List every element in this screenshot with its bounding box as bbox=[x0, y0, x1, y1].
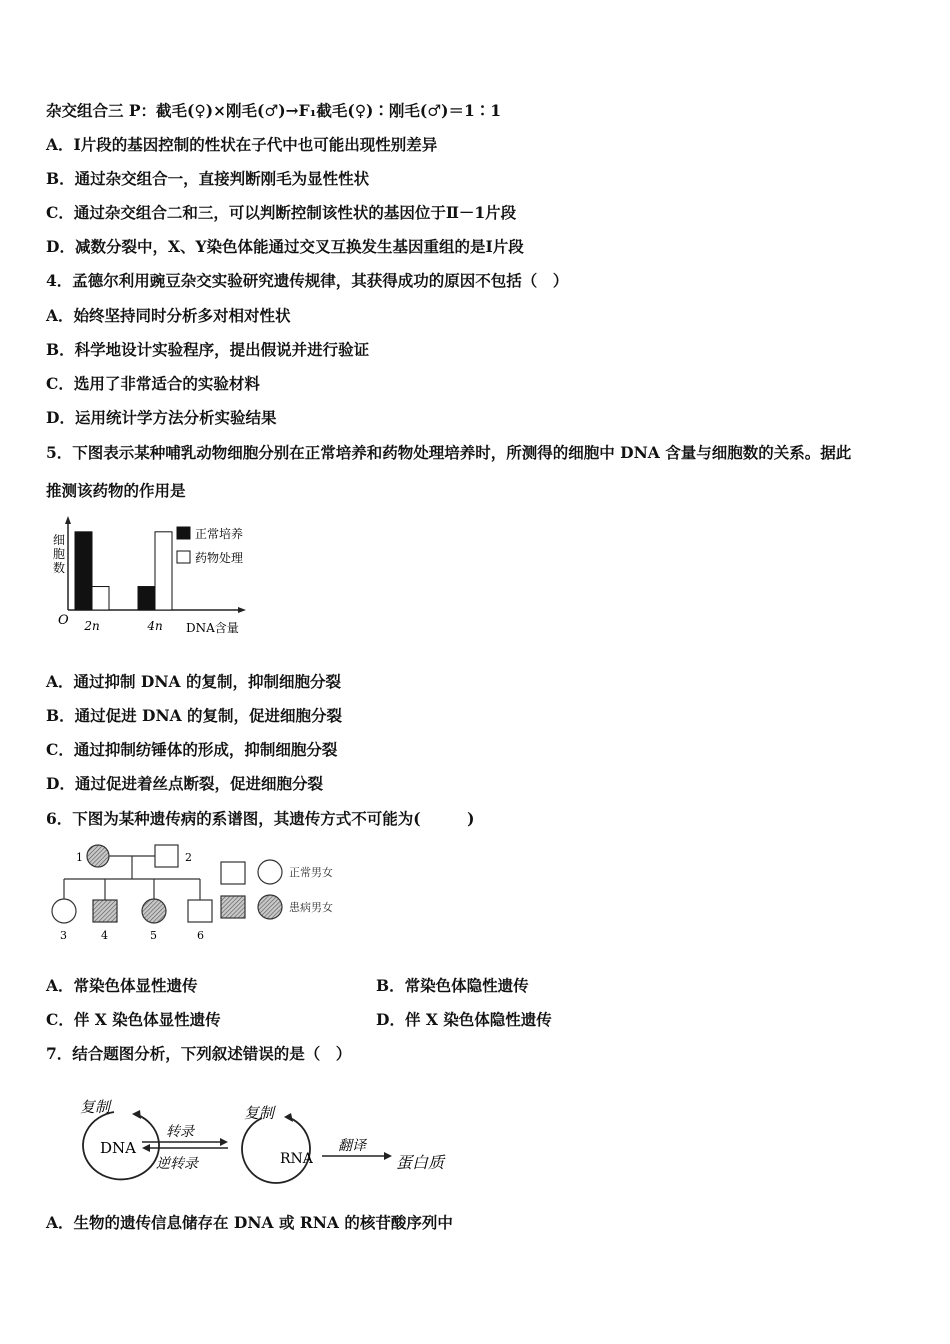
q5-option-a: A．通过抑制 DNA 的复制，抑制细胞分裂 bbox=[46, 672, 341, 691]
x-axis-label: DNA含量 bbox=[186, 621, 239, 635]
q4-option-d: D．运用统计学方法分析实验结果 bbox=[46, 408, 277, 427]
protein-label: 蛋白质 bbox=[396, 1153, 445, 1172]
q6-option-a: A．常染色体显性遗传 bbox=[46, 976, 198, 995]
q4-option-c: C．选用了非常适合的实验材料 bbox=[46, 374, 260, 393]
individual-1-affected-female bbox=[87, 845, 109, 867]
q3-option-c: C．通过杂交组合二和三，可以判断控制该性状的基因位于Ⅱ－1片段 bbox=[46, 203, 517, 222]
pedigree-diagram bbox=[46, 838, 346, 948]
q3-option-b: B．通过杂交组合一，直接判断刚毛为显性性状 bbox=[46, 169, 370, 188]
q3-option-a: A．Ⅰ片段的基因控制的性状在子代中也可能出现性别差异 bbox=[46, 135, 438, 154]
y-label-char: 数 bbox=[53, 561, 66, 575]
label-6: 6 bbox=[197, 929, 204, 942]
translation-arrowhead bbox=[384, 1152, 392, 1160]
translation-label: 翻译 bbox=[338, 1138, 366, 1154]
legend-normal-female bbox=[258, 860, 282, 884]
label-4: 4 bbox=[101, 929, 108, 942]
dna-content-bar-chart bbox=[46, 512, 261, 640]
dna-label: DNA bbox=[100, 1139, 136, 1157]
reverse-transcription-label: 逆转录 bbox=[156, 1156, 198, 1172]
legend-label-drug: 药物处理 bbox=[195, 551, 244, 565]
legend-normal-label: 正常男女 bbox=[289, 866, 333, 879]
legend-swatch-normal bbox=[177, 527, 190, 539]
y-label-char: 胞 bbox=[53, 547, 66, 561]
q6-option-c: C．伴 X 染色体显性遗传 bbox=[46, 1010, 221, 1029]
bar-2n-drug bbox=[92, 587, 109, 610]
label-3: 3 bbox=[60, 929, 67, 942]
rna-replication-label: 复制 bbox=[244, 1104, 275, 1122]
label-2: 2 bbox=[185, 851, 192, 864]
question-5-stem: 5．下图表示某种哺乳动物细胞分别在正常培养和药物处理培养时，所测得的细胞中 DNA 含量与细胞数的关系。据此 bbox=[46, 443, 852, 462]
individual-5-affected-female bbox=[142, 899, 166, 923]
legend-label-normal: 正常培养 bbox=[195, 527, 244, 541]
q5-option-d: D．通过促进着丝点断裂，促进细胞分裂 bbox=[46, 774, 323, 793]
individual-2-normal-male bbox=[155, 845, 178, 867]
x-axis-arrow bbox=[238, 607, 246, 613]
individual-6-normal-male bbox=[188, 900, 212, 922]
question-5-stem-cont: 推测该药物的作用是 bbox=[46, 481, 186, 500]
q5-option-b: B．通过促进 DNA 的复制，促进细胞分裂 bbox=[46, 706, 343, 725]
legend-affected-female bbox=[258, 895, 282, 919]
x-tick-label-2n: 2n bbox=[84, 619, 100, 633]
q4-option-b: B．科学地设计实验程序，提出假说并进行验证 bbox=[46, 340, 370, 359]
individual-4-affected-male bbox=[93, 900, 117, 922]
y-label-char: 细 bbox=[53, 533, 66, 547]
legend-affected-label: 患病男女 bbox=[289, 901, 333, 914]
transcription-arrowhead bbox=[220, 1138, 228, 1146]
dna-loop-arrowhead bbox=[132, 1110, 141, 1119]
y-axis-label bbox=[53, 533, 65, 575]
legend-swatch-drug bbox=[177, 551, 190, 563]
label-5: 5 bbox=[150, 929, 157, 942]
question-6-stem: 6．下图为某种遗传病的系谱图，其遗传方式不可能为( ) bbox=[46, 809, 475, 828]
q4-option-a: A．始终坚持同时分析多对相对性状 bbox=[46, 306, 291, 325]
origin-label: O bbox=[58, 613, 69, 628]
rna-loop-arrowhead bbox=[284, 1113, 293, 1122]
question-7-stem: 7．结合题图分析，下列叙述错误的是（ ） bbox=[46, 1044, 352, 1063]
rna-label: RNA bbox=[280, 1151, 313, 1167]
q7-option-a: A．生物的遗传信息储存在 DNA 或 RNA 的核苷酸序列中 bbox=[46, 1213, 453, 1232]
bar-2n-normal bbox=[75, 532, 92, 610]
reverse-transcription-arrowhead bbox=[142, 1144, 150, 1152]
individual-3-normal-female bbox=[52, 899, 76, 923]
bar-4n-drug bbox=[155, 532, 172, 610]
label-1: 1 bbox=[76, 851, 83, 864]
y-axis-arrow bbox=[65, 516, 71, 524]
dna-replication-label: 复制 bbox=[80, 1098, 111, 1116]
q3-option-d: D．减数分裂中，X、Y染色体能通过交叉互换发生基因重组的是Ⅰ片段 bbox=[46, 237, 524, 256]
legend-affected-male bbox=[221, 896, 245, 918]
transcription-label: 转录 bbox=[166, 1124, 194, 1140]
legend-normal-male bbox=[221, 862, 245, 884]
central-dogma-diagram bbox=[62, 1090, 462, 1190]
question-4-stem: 4．孟德尔利用豌豆杂交实验研究遗传规律，其获得成功的原因不包括（ ） bbox=[46, 271, 569, 290]
q5-option-c: C．通过抑制纺锤体的形成，抑制细胞分裂 bbox=[46, 740, 338, 759]
cross-combination-three: 杂交组合三 P：截毛(♀)×刚毛(♂)→F₁截毛(♀)∶刚毛(♂)＝1∶1 bbox=[46, 101, 502, 120]
x-tick-label-4n: 4n bbox=[147, 619, 163, 633]
bar-4n-normal bbox=[138, 587, 155, 610]
q6-option-b: B．常染色体隐性遗传 bbox=[376, 976, 529, 995]
q6-option-d: D．伴 X 染色体隐性遗传 bbox=[376, 1010, 552, 1029]
